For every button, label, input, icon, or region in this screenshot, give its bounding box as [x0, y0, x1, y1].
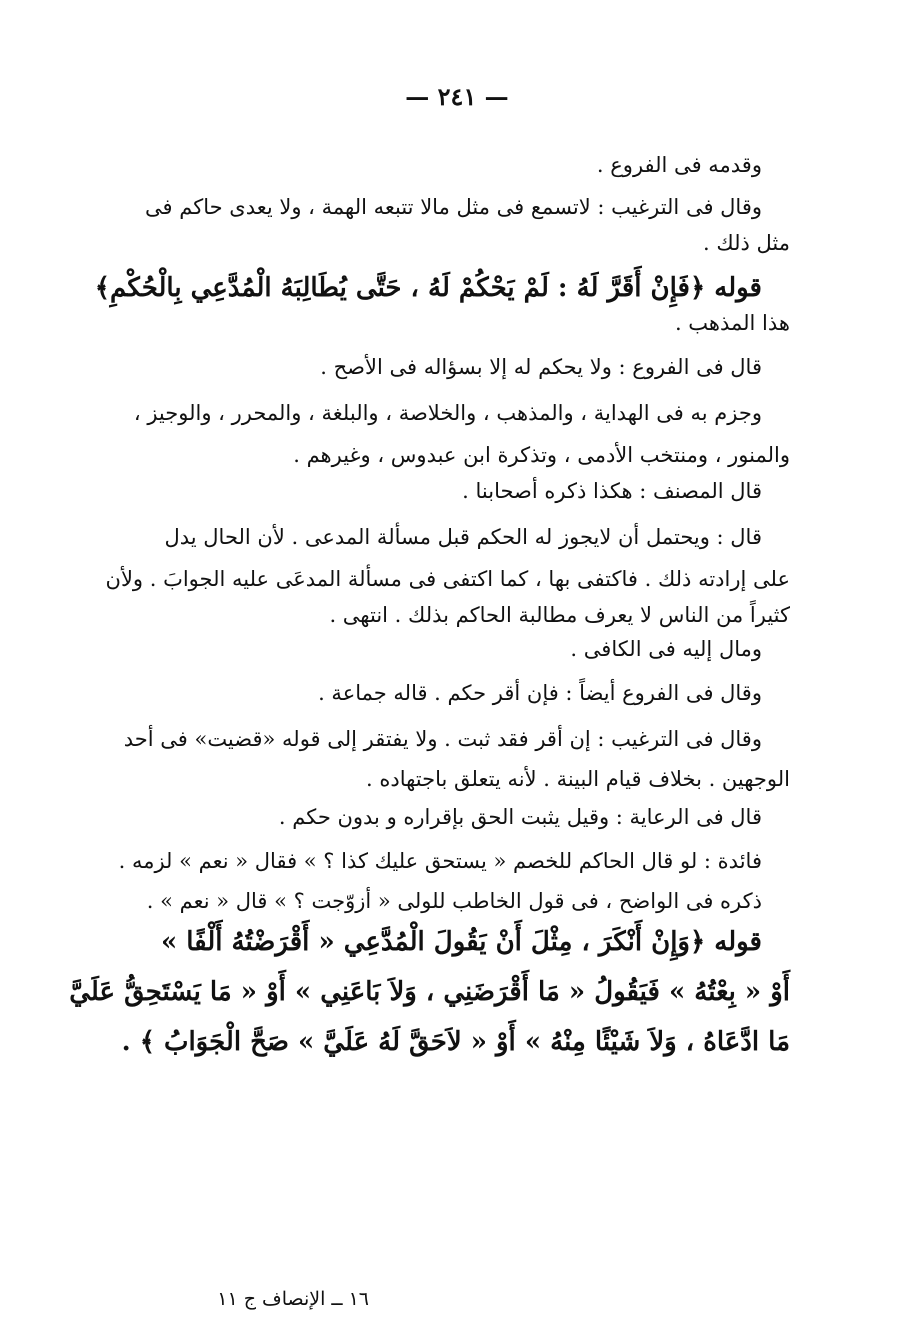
- text-line: وجزم به فى الهداية ، والمذهب ، والخلاصة ، والبلغة ، والمحرر ، والوجيز ،: [133, 401, 762, 425]
- verse-line: مَا ادَّعَاهُ ، وَلاَ شَيْئًا مِنْهُ » أَوْ « لاَحَقَّ لَهُ عَلَيَّ » صَحَّ الْجَوَابُ ﴾ .: [121, 1027, 790, 1057]
- text-line: والمنور ، ومنتخب الأدمى ، وتذكرة ابن عبدوس ، وغيرهم .: [293, 443, 790, 467]
- text-line: وقال فى الترغيب : لاتسمع فى مثل مالا تتبعه الهمة ، ولا يعدى حاكم فى: [145, 195, 762, 219]
- body-text: [69, 150, 790, 1062]
- text-line: وقال فى الفروع أيضاً : فإن أقر حكم . قاله جماعة .: [318, 681, 762, 705]
- text-line: هذا المذهب .: [674, 311, 790, 335]
- text-line: قال فى الرعاية : وقيل يثبت الحق بإقراره و بدون حكم .: [278, 805, 762, 829]
- text-line: ومال إليه فى الكافى .: [570, 637, 762, 661]
- verse-line: قوله ﴿وَإِنْ أَنْكَرَ ، مِثْلَ أَنْ يَقُولَ الْمُدَّعِي « أَقْرَضْتُهُ أَلْفًا »: [160, 927, 762, 957]
- text-line: وقال فى الترغيب : إن أقر فقد ثبت . ولا يفتقر إلى قوله «قضيت» فى أحد: [123, 727, 762, 751]
- page-footer: ١٦ ــ الإنصاف ج ١١: [217, 1288, 369, 1310]
- verse-line: أَوْ « بِعْتُهُ » فَيَقُولُ « مَا أَقْرَضَنِي ، وَلاَ بَاعَنِي » أَوْ « مَا يَسْتَحِقُّ عَلَيَّ: [69, 977, 790, 1007]
- text-line: الوجهين . بخلاف قيام البينة . لأنه يتعلق باجتهاده .: [366, 767, 790, 791]
- text-line: مثل ذلك .: [703, 231, 790, 255]
- text-line: فائدة : لو قال الحاكم للخصم « يستحق عليك كذا ؟ » فقال « نعم » لزمه .: [118, 849, 762, 873]
- text-line: كثيراً من الناس لا يعرف مطالبة الحاكم بذلك . انتهى .: [329, 603, 790, 627]
- page-number: — ٢٤١ —: [405, 82, 509, 111]
- verse-line: قوله ﴿فَإِنْ أَقَرَّ لَهُ : لَمْ يَحْكُمْ لَهُ ، حَتَّى يُطَالِبَهُ الْمُدَّعِي بِالْحُكْمِ﴾: [94, 273, 762, 303]
- text-line: قال : ويحتمل أن لايجوز له الحكم قبل مسألة المدعى . لأن الحال يدل: [164, 525, 762, 549]
- text-line: على إرادته ذلك . فاكتفى بها ، كما اكتفى فى مسألة المدعَى عليه الجوابَ . ولأن: [105, 567, 790, 591]
- text-line: قال المصنف : هكذا ذكره أصحابنا .: [462, 479, 762, 503]
- text-line: قال فى الفروع : ولا يحكم له إلا بسؤاله فى الأصح .: [320, 355, 762, 379]
- text-line: وقدمه فى الفروع .: [596, 153, 762, 177]
- text-line: ذكره فى الواضح ، فى قول الخاطب للولى « أزوّجت ؟ » قال « نعم » .: [146, 889, 762, 913]
